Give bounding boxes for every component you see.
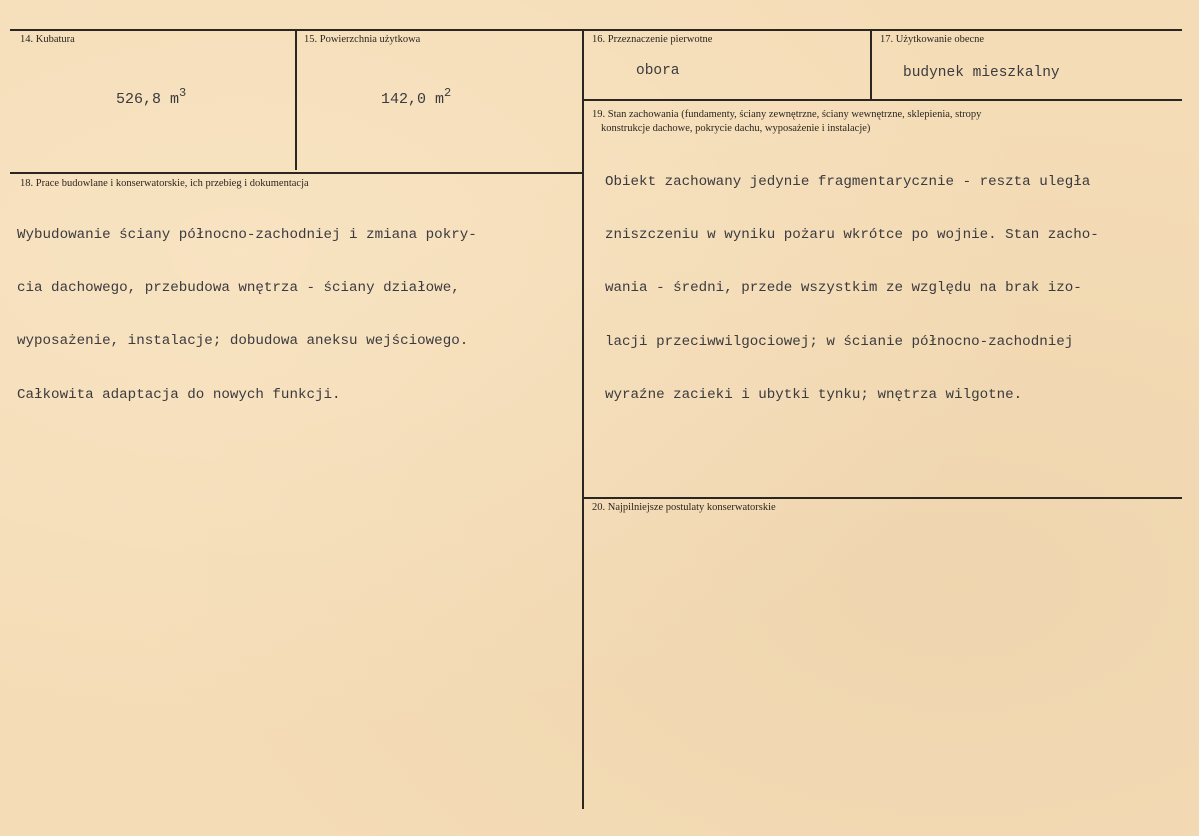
field-16-label: 16. Przeznaczenie pierwotne [592,34,713,45]
field-18-label: 18. Prace budowlane i konserwatorskie, ich przebieg i dokumentacja [20,178,309,189]
field-18-line: Wybudowanie ściany północno-zachodniej i zmiana pokry- [17,226,477,243]
field-19-label-line: konstrukcje dachowe, pokrycie dachu, wyposażenie i instalacje) [601,123,871,134]
field-18-line: cia dachowego, przebudowa wnętrza - ściany działowe, [17,279,460,296]
powierzchnia-value: 142,0 m [381,91,445,108]
field-18-line: wyposażenie, instalacje; dobudowa aneksu wejściowego. [17,333,469,350]
field-16-value: obora [636,63,680,79]
field-19-line: lacji przeciwwilgociowej; w ścianie północno-zachodniej [605,333,1074,350]
field-18-text [17,191,477,422]
field-19-label-line: 19. Stan zachowania (fundamenty, ściany zewnętrzne, ściany wewnętrzne, sklepienia, stropy [592,109,982,120]
powierzchnia-exponent: 2 [444,86,452,100]
divider-16-17 [870,29,872,100]
field-19-line: zniszczeniu w wyniku pożaru wkrótce po wojnie. Stan zacho- [605,226,1099,243]
field-19-line: wania - średni, przede wszystkim ze względu na brak izo- [605,280,1082,297]
divider-14-15 [295,29,297,170]
field-19-line: wyraźne zacieki i ubytki tynku; wnętrza wilgotne. [605,387,1023,404]
rule-above-19 [582,99,1182,101]
field-15-label: 15. Powierzchnia użytkowa [304,34,421,45]
field-15-value [381,86,451,108]
field-18-line: Całkowita adaptacja do nowych funkcji. [17,386,341,403]
field-17-label: 17. Użytkowanie obecne [880,34,985,45]
top-rule [10,29,1182,31]
field-14-label: 14. Kubatura [20,34,75,45]
rule-above-20 [582,497,1182,499]
field-20-label: 20. Najpilniejsze postulaty konserwatorskie [592,502,776,513]
kubatura-value: 526,8 m [116,91,180,108]
main-center-divider [582,29,584,809]
field-19-text [605,138,1099,423]
kubatura-exponent: 3 [179,86,187,100]
field-17-value: budynek mieszkalny [903,65,1060,81]
rule-above-18 [10,172,582,174]
field-19-line: Obiekt zachowany jedynie fragmentarycznie - reszta uległa [605,173,1091,190]
field-19-label [592,108,981,136]
field-14-value [116,86,186,108]
